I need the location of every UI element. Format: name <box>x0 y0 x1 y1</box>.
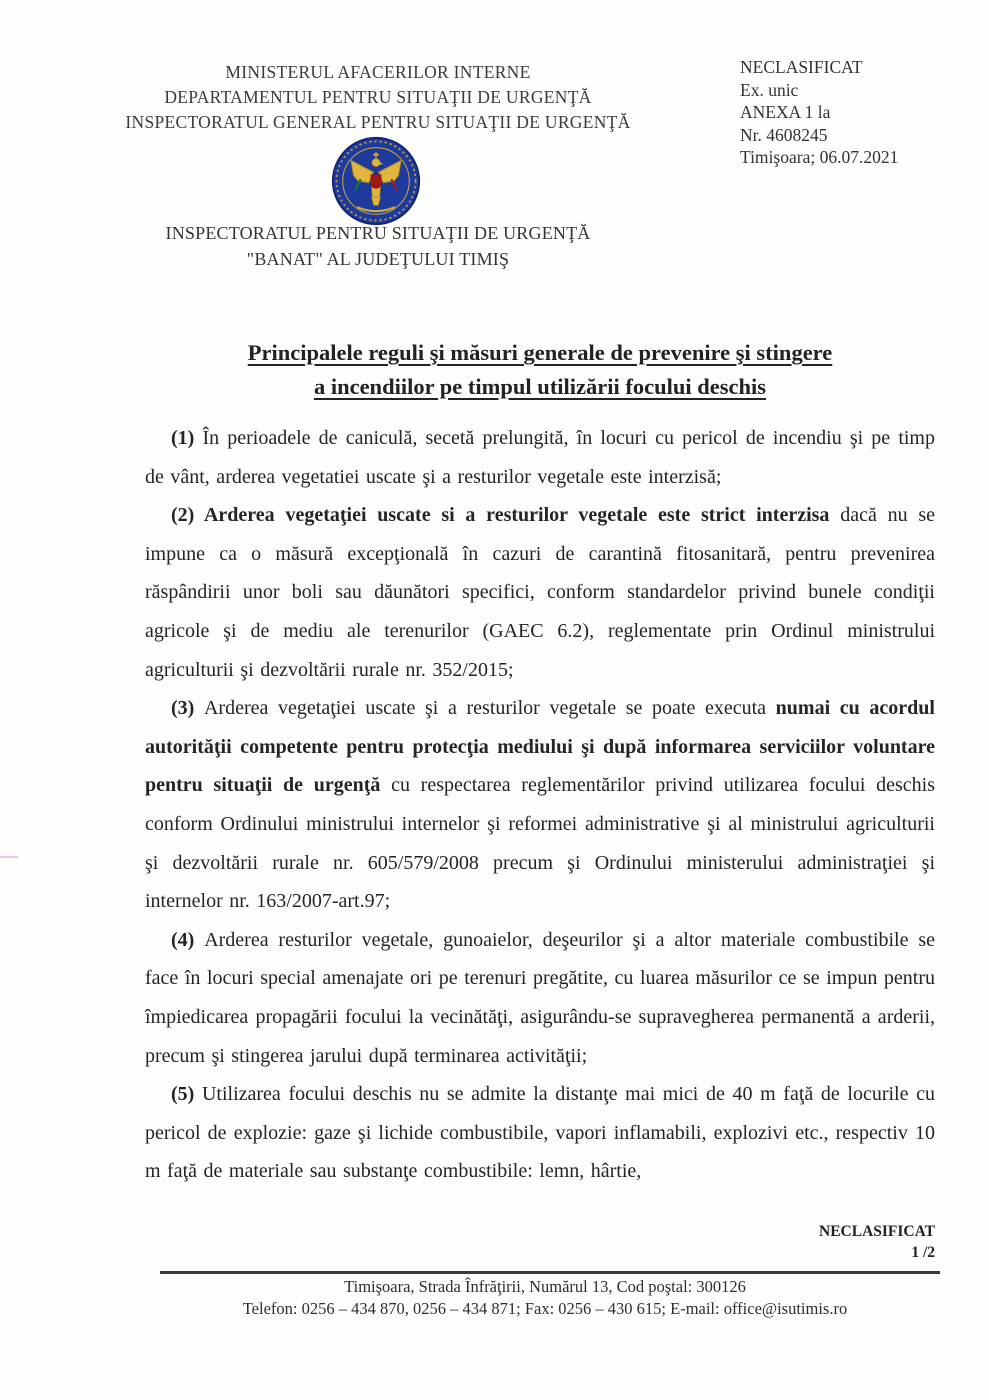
paragraph-run: cu respectarea reglementărilor privind utilizarea focului deschis conform Ordinului ministrului internelor şi reformei administrative şi al ministrului agriculturii şi dezvoltării rurale nr. 605/579/2008 precum şi Ordinului ministerului administraţiei şi internelor nr. 163/2007-art.97; <box>145 774 936 913</box>
paragraph-run: (3) <box>171 697 204 720</box>
page-number: 1 /2 <box>911 1244 935 1261</box>
bottom-classification <box>535 1221 935 1263</box>
meta-line: Nr. 4608245 <box>740 124 828 145</box>
isu-coat-of-arms-logo <box>331 135 421 227</box>
footer-phone-email: Telefon: 0256 – 434 870, 0256 – 434 871; Fax: 0256 – 430 615; E-mail: office@isutimis.ro <box>242 1298 848 1318</box>
paragraph-run: Arderea vegetaţiei uscate şi a resturilor vegetale se poate executa <box>203 697 776 720</box>
footer-contact-block <box>140 1276 950 1319</box>
org-header-line: DEPARTAMENTUL PENTRU SITUAŢII DE URGENŢĂ <box>164 87 592 107</box>
scan-artifact-mark <box>0 856 18 858</box>
unit-header-line: INSPECTORATUL PENTRU SITUAŢII DE URGENŢĂ <box>165 223 591 243</box>
emblem-svg <box>331 135 421 227</box>
paragraph-run: Utilizarea focului deschis nu se admite la distanţe mai mici de 40 m faţă de locurile cu pericol de explozie: gaze şi lichide combustibile, vapori inflamabili, explozivi etc., respectiv 10 m faţă de materiale sau substanţe combustibile: lemn, hârtie, <box>145 1083 935 1183</box>
body-paragraph <box>145 921 935 1075</box>
title-line-1: Principalele reguli şi măsuri generale de prevenire şi stingere <box>247 340 833 365</box>
meta-line: NECLASIFICAT <box>740 57 863 77</box>
body-paragraph <box>145 1075 935 1191</box>
meta-line: Timişoara; 06.07.2021 <box>740 147 899 167</box>
title-line-2: a incendiilor pe timpul utilizării focului deschis <box>313 374 767 399</box>
org-header <box>58 60 698 135</box>
paragraph-run: (5) <box>171 1083 202 1106</box>
body-paragraph <box>145 689 935 921</box>
body-paragraph <box>145 419 935 496</box>
org-header-line: INSPECTORATUL GENERAL PENTRU SITUAŢII DE URGENŢĂ <box>125 112 631 132</box>
paragraph-run: dacă nu se impune ca o măsură excepţională în cazuri de carantină fitosanitară, pentru prevenirea răspândirii unor boli sau dăunători specifici, conform standardelor privind bunele condiţii agricole şi de mediu ale terenurilor (GAEC 6.2), reglementate prin Ordinul ministrului agriculturii şi dezvoltării rurale nr. 352/2015; <box>145 504 935 681</box>
unit-header <box>58 220 698 272</box>
footer-address: Timişoara, Strada Înfrăţirii, Numărul 13, Cod poştal: 300126 <box>344 1277 746 1296</box>
meta-line: ANEXA 1 la <box>740 102 831 122</box>
body-paragraph <box>145 496 935 689</box>
paragraph-run: (4) <box>171 928 205 951</box>
paragraph-run: Arderea resturilor vegetale, gunoaielor, deşeurilor şi a altor materiale combustibile se face în locuri special amenajate ori pe terenuri pregătite, cu luarea măsurilor ce se impun pentru împiedicarea propagării focului la vecinătăţi, asigurându-se supravegherea permanentă a arderii, precum şi stingerea jarului după terminarea activităţii; <box>145 928 936 1067</box>
classification-label: NECLASIFICAT <box>819 1223 935 1240</box>
document-title <box>145 336 935 404</box>
paragraph-run: (1) <box>171 427 203 449</box>
unit-header-line: "BANAT" AL JUDEŢULUI TIMIŞ <box>246 249 510 269</box>
document-body <box>145 419 935 1191</box>
footer-divider <box>160 1271 940 1274</box>
classification-meta <box>740 56 970 169</box>
paragraph-run: numai cu acordul autorităţii competente pentru protecţia mediului şi după informarea serviciilor voluntare pentru situaţii de urgenţă <box>145 697 935 797</box>
meta-line: Ex. unic <box>740 79 799 100</box>
org-header-line: MINISTERUL AFACERILOR INTERNE <box>225 62 531 82</box>
paragraph-run: (2) Arderea vegetaţiei uscate si a resturilor vegetale este strict interzisa <box>171 504 830 527</box>
paragraph-run: În perioadele de caniculă, secetă prelungită, în locuri cu pericol de incendiu şi pe timp de vânt, arderea vegetatiei uscate şi a resturilor vegetale este interzisă; <box>145 427 935 488</box>
